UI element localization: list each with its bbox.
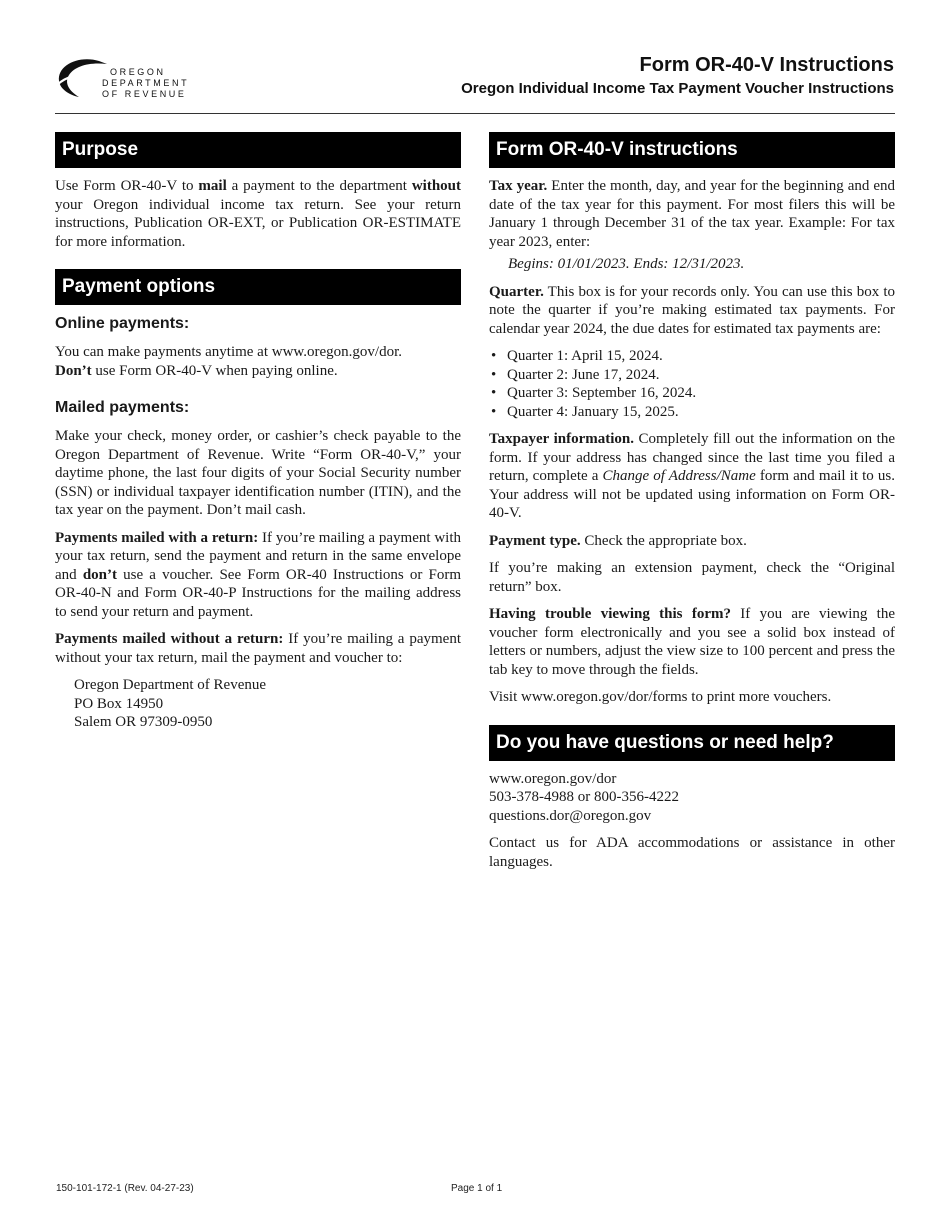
list-item: • Quarter 1: April 15, 2024. [489, 347, 895, 366]
section-heading-instructions: Form OR-40-V instructions [489, 132, 895, 168]
document-subtitle: Oregon Individual Income Tax Payment Voucher Instructions [461, 80, 894, 97]
help-phone: 503-378-4988 or 800-356-4222 [489, 789, 679, 805]
address-line: Oregon Department of Revenue [74, 677, 267, 693]
right-column [489, 132, 895, 880]
section-heading-payment-options: Payment options [55, 269, 461, 305]
help-website: www.oregon.gov/dor [489, 770, 617, 787]
online-payments-heading: Online payments: [55, 315, 190, 332]
document-title: Form OR-40-V Instructions [639, 54, 894, 76]
quarter-paragraph: Quarter. This box is for your records only. You can use this box to note the quarter if you’re making estimated tax payments. For calendar year 2024, the due dates for estimated tax payments are: [489, 283, 895, 337]
list-item: • Quarter 4: January 15, 2025. [489, 403, 895, 422]
payments-without-return-paragraph: Payments mailed without a return: If you’re mailing a payment without your tax return, mail the payment and voucher to: [55, 631, 461, 666]
help-email: questions.dor@oregon.gov [489, 807, 652, 824]
list-item: • Quarter 2: June 17, 2024. [489, 366, 895, 385]
address-line: Salem OR 97309-0950 [74, 714, 213, 730]
logo-line-1: OREGON [110, 67, 166, 77]
mailed-payments-paragraph: Make your check, money order, or cashier’s check payable to the Oregon Department of Revenue. Write “Form OR-40-V,” your daytime phone, the last four digits of your Social Security number (SSN) or individual taxpayer identification number (ITIN), and the tax year on the payment. Don’t mail cash. [55, 428, 461, 518]
header-divider [55, 113, 895, 114]
purpose-paragraph: Use Form OR-40-V to mail a payment to the department without your Oregon individual income tax return. See your return instructions, Publication OR-EXT, or Publication OR-ESTIMATE for more information. [55, 178, 462, 250]
mailing-address [55, 676, 461, 732]
form-number: 150-101-172-1 (Rev. 04-27-23) [56, 1183, 194, 1194]
document-title-block [461, 52, 894, 99]
page-number: Page 1 of 1 [451, 1183, 503, 1194]
mailed-payments-heading: Mailed payments: [55, 399, 190, 416]
address-line: PO Box 14950 [74, 695, 164, 712]
list-item: • Quarter 3: September 16, 2024. [489, 384, 895, 403]
section-heading-purpose: Purpose [55, 132, 461, 168]
logo-line-3: OF REVENUE [102, 89, 187, 99]
visit-vouchers-paragraph: Visit www.oregon.gov/dor/forms to print more vouchers. [489, 689, 832, 705]
contact-info [489, 770, 895, 826]
quarter-due-dates-list [489, 347, 895, 421]
trouble-viewing-paragraph: Having trouble viewing this form? If you are viewing the voucher form electronically and you see a solid box instead of letters or numbers, adjust the view size to 100 percent and press the tab key to move through the fields. [489, 606, 895, 678]
logo-line-2: DEPARTMENT [102, 78, 190, 88]
oregon-dor-logo [55, 55, 195, 103]
tax-year-paragraph: Tax year. Enter the month, day, and year for the beginning and end date of the tax year for this payment. For most filers this will be January 1 through December 31 of the tax year. Example: For tax year 2023, enter: [489, 178, 895, 250]
ada-paragraph: Contact us for ADA accommodations or assistance in other languages. [489, 835, 895, 870]
tax-year-example: Begins: 01/01/2023. Ends: 12/31/2023. [508, 256, 745, 272]
left-column [55, 132, 461, 732]
section-heading-help: Do you have questions or need help? [489, 725, 895, 761]
payment-type-paragraph: Payment type. Check the appropriate box. [489, 532, 747, 549]
extension-paragraph: If you’re making an extension payment, check the “Original return” box. [489, 560, 895, 595]
taxpayer-information-paragraph: Taxpayer information. Completely fill out the information on the form. If your address has changed since the last time you filed a return, complete a Change of Address/Name form and mail it to us. Your address will not be updated using information on Form OR-40-V. [489, 431, 895, 521]
online-payments-paragraph: You can make payments anytime at www.oregon.gov/dor. Don’t use Form OR-40-V when paying online. [55, 344, 403, 379]
payments-with-return-paragraph: Payments mailed with a return: If you’re mailing a payment with your tax return, send the payment and return in the same envelope and don’t use a voucher. See Form OR-40 Instructions or Form OR-40-N and Form OR-40-P Instructions for the mailing address to send your return and payment. [55, 529, 461, 620]
